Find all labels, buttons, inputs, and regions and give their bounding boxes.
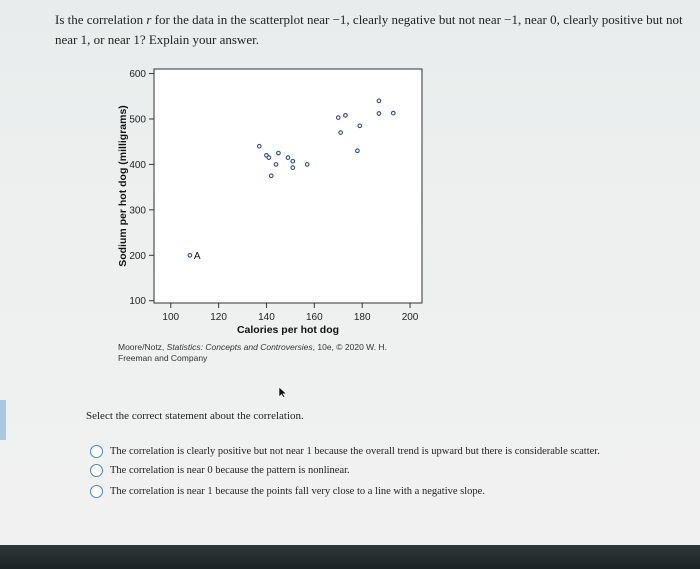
- data-point: [291, 159, 295, 163]
- figure-caption: Moore/Notz, Statistics: Concepts and Controversies, 10e, © 2020 W. H. Freeman and Company: [118, 342, 387, 363]
- answer-option-label: The correlation is clearly positive but not near 1 because the overall trend is upward but there is considerable scatter.: [110, 446, 600, 457]
- answer-option-3[interactable]: [90, 485, 485, 498]
- data-point: [267, 156, 271, 160]
- x-tick-label: 140: [258, 312, 275, 323]
- radio-button[interactable]: [90, 445, 103, 458]
- x-tick-label: 120: [210, 312, 227, 323]
- answer-option-1[interactable]: [90, 445, 600, 458]
- data-point: [277, 151, 281, 155]
- x-axis-title: Calories per hot dog: [236, 324, 340, 336]
- data-point: [274, 163, 278, 167]
- arrow-cursor-icon: [278, 386, 288, 398]
- radio-button[interactable]: [90, 485, 103, 498]
- radio-button[interactable]: [90, 464, 103, 477]
- y-tick-label: 600: [129, 69, 146, 81]
- data-point: [339, 131, 343, 135]
- answer-prompt: Select the correct statement about the correlation.: [86, 410, 304, 422]
- answer-option-2[interactable]: [90, 464, 350, 477]
- y-tick-label: 300: [129, 205, 146, 217]
- data-point: [188, 253, 192, 257]
- answer-option-label: The correlation is near 0 because the pattern is nonlinear.: [110, 465, 350, 476]
- answer-option-label: The correlation is near 1 because the points fall very close to a line with a negative slope.: [110, 486, 485, 497]
- y-axis-title: Sodium per hot dog (milligrams): [117, 105, 129, 267]
- data-point: [269, 174, 273, 178]
- question-text: Is the correlation r for the data in the scatterplot near −1, clearly negative but not near −1, near 0, clearly positive but not near 1, or near 1? Explain your answer.: [55, 12, 683, 47]
- data-point: [358, 124, 362, 128]
- y-tick-label: 400: [129, 159, 146, 171]
- data-point: [356, 149, 360, 153]
- x-tick-label: 180: [353, 312, 371, 323]
- data-point: [305, 163, 309, 167]
- x-tick-label: 160: [305, 312, 323, 323]
- y-tick-label: 100: [129, 296, 146, 308]
- data-point: [257, 144, 261, 148]
- y-tick-label: 500: [129, 114, 146, 126]
- x-tick-label: 200: [401, 312, 419, 323]
- data-point: [391, 111, 395, 115]
- r-symbol: r: [146, 12, 152, 27]
- y-tick-label: 200: [129, 250, 146, 262]
- bottom-bar: [0, 545, 700, 569]
- data-point: [377, 99, 381, 103]
- plot-frame: [154, 69, 422, 303]
- data-point: [291, 166, 295, 170]
- data-point: [377, 112, 381, 116]
- data-point: [336, 116, 340, 120]
- data-point: [286, 156, 290, 160]
- data-point: [344, 114, 348, 118]
- data-point-label: A: [193, 250, 201, 262]
- x-tick-label: 100: [162, 312, 180, 323]
